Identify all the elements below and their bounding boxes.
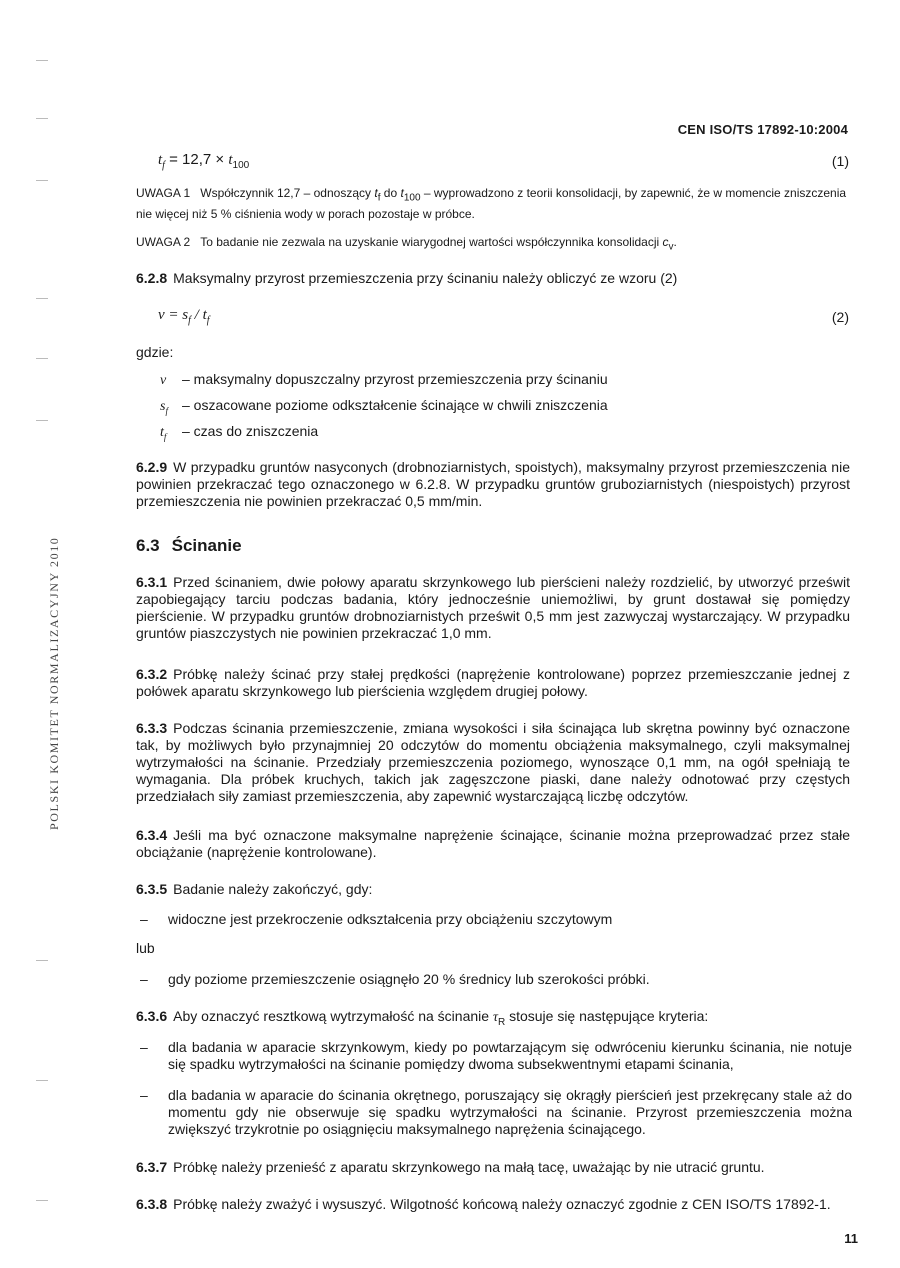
definition-sf: $s_f$ – oszacowane poziome odkształcenie ścinające w chwili zniszczenia xyxy=(160,397,608,416)
scan-mark xyxy=(36,960,48,961)
scan-mark xyxy=(36,60,48,61)
list-item: – dla badania w aparacie skrzynkowym, kiedy po powtarzającym się odwróceniu kierunku ścinania, nie notuje się spadku wytrzymałości na ścinanie pomiędzy dwoma subsekwentnymi etapami ścinania, xyxy=(140,1039,852,1072)
note-1: UWAGA 1 Współczynnik 12,7 – odnoszący $t_f$ do $t_{100}$ – wyprowadzono z teorii konsolidacji, by zapewnić, że w momencie zniszczenia nie więcej niż 5 % ciśnienia wody w porach pozostaje w próbce. xyxy=(136,186,847,222)
scan-mark xyxy=(36,298,48,299)
scan-mark xyxy=(36,358,48,359)
equation-1: $t_f = 12,7 \times t_{100}$ xyxy=(158,151,250,171)
or-label: lub xyxy=(136,940,155,956)
list-item: – gdy poziome przemieszczenie osiągnęło 20 % średnicy lub szerokości próbki. xyxy=(140,971,650,987)
standard-reference: CEN ISO/TS 17892-10:2004 xyxy=(677,122,848,137)
clause-6-3-2: 6.3.2 Próbkę należy ścinać przy stałej prędkości (naprężenie kontrolowane) poprzez przemieszczanie jednej z połówek aparatu skrzynkowego lub pierścienia względem drugiej połowy. xyxy=(136,666,850,699)
equation-1-number: (1) xyxy=(831,153,849,169)
side-watermark-stamp: POLSKI KOMITET NORMALIZACYJNY 2010 xyxy=(47,536,61,830)
section-title: 6.3 Ścinanie xyxy=(136,536,242,555)
definition-v: v – maksymalny dopuszczalny przyrost przemieszczenia przy ścinaniu xyxy=(160,371,608,388)
where-label: gdzie: xyxy=(136,344,174,360)
scan-mark xyxy=(36,420,48,421)
page-number: 11 xyxy=(844,1231,858,1246)
scan-mark xyxy=(36,118,48,119)
equation-2-number: (2) xyxy=(831,309,849,325)
definition-tf: $t_f$ – czas do zniszczenia xyxy=(160,423,319,442)
clause-6-3-3: 6.3.3 Podczas ścinania przemieszczenie, zmiana wysokości i siła ścinająca lub skrętna powinny być oznaczone tak, by możliwych było przynajmniej 20 odczytów do momentu obciążenia maksymalnego, czyli maksymalnej wytrzymałości na ścinanie. Przedziały przemieszczenia poziomego, wynoszące 0,1 mm, na ogół spełniają te wymagania. Dla próbek kruchych, takich jak zagęszczone piaski, dane należy odnotować przy częstych przedziałach siły zamiast przemieszczenia, aby zapewnić wystarczającą liczbę odczytów. xyxy=(136,720,850,804)
scan-mark xyxy=(36,1080,48,1081)
clause-6-3-5: 6.3.5 Badanie należy zakończyć, gdy: xyxy=(136,881,373,897)
list-item: – dla badania w aparacie do ścinania okrętnego, poruszający się okrągły pierścień jest przekręcany stale aż do momentu gdy nie obserwuje się spadku wytrzymałości na ścinanie. Przyrost przemieszczenia można zwiększyć trzykrotnie po osiągnięciu maksymalnego naprężenia ścinającego. xyxy=(140,1087,852,1137)
scan-mark xyxy=(36,1200,48,1201)
scan-mark xyxy=(36,180,48,181)
clause-6-2-9: 6.2.9 W przypadku gruntów nasyconych (drobnoziarnistych, spoistych), maksymalny przyrost przemieszczenia nie powinien przekraczać tego oznaczonego w 6.2.8. W przypadku gruntów gruboziarnistych (niespoistych) przyrost przemieszczenia nie powinien przekraczać 0,5 mm/min. xyxy=(136,459,850,509)
equation-2: $v = s_f / t_f$ xyxy=(158,307,210,326)
clause-6-3-8: 6.3.8 Próbkę należy zważyć i wysuszyć. Wilgotność końcową należy oznaczyć zgodnie z CEN ISO/TS 17892-1. xyxy=(136,1196,831,1212)
clause-6-3-4: 6.3.4 Jeśli ma być oznaczone maksymalne naprężenie ścinające, ścinanie można przeprowadzać przez stałe obciążanie (naprężenie kontrolowane). xyxy=(136,827,850,860)
note-2: UWAGA 2 To badanie nie zezwala na uzyskanie wiarygodnej wartości współczynnika konsolidacji $c_v$. xyxy=(136,235,677,253)
clause-6-2-8: 6.2.8 Maksymalny przyrost przemieszczenia przy ścinaniu należy obliczyć ze wzoru (2) xyxy=(136,270,678,286)
list-item: – widoczne jest przekroczenie odkształcenia przy obciążeniu szczytowym xyxy=(140,911,613,927)
clause-6-3-1: 6.3.1 Przed ścinaniem, dwie połowy aparatu skrzynkowego lub pierścieni należy rozdzielić, by utworzyć prześwit zapobiegający tarciu podczas badania, który jednocześnie uniemożliwi, by grunt dostawał się pomiędzy pierścienie. W przypadku gruntów drobnoziarnistych prześwit 0,5 mm jest zazwyczaj wystarczający. W przypadku gruntów piaszczystych nie powinien przekraczać 1,0 mm. xyxy=(136,574,850,641)
clause-6-3-6: 6.3.6 Aby oznaczyć resztkową wytrzymałość na ścinanie $\tau_R$ stosuje się następujące kryteria: xyxy=(136,1008,709,1028)
clause-6-3-7: 6.3.7 Próbkę należy przenieść z aparatu skrzynkowego na małą tacę, uważając by nie utracić gruntu. xyxy=(136,1159,765,1175)
